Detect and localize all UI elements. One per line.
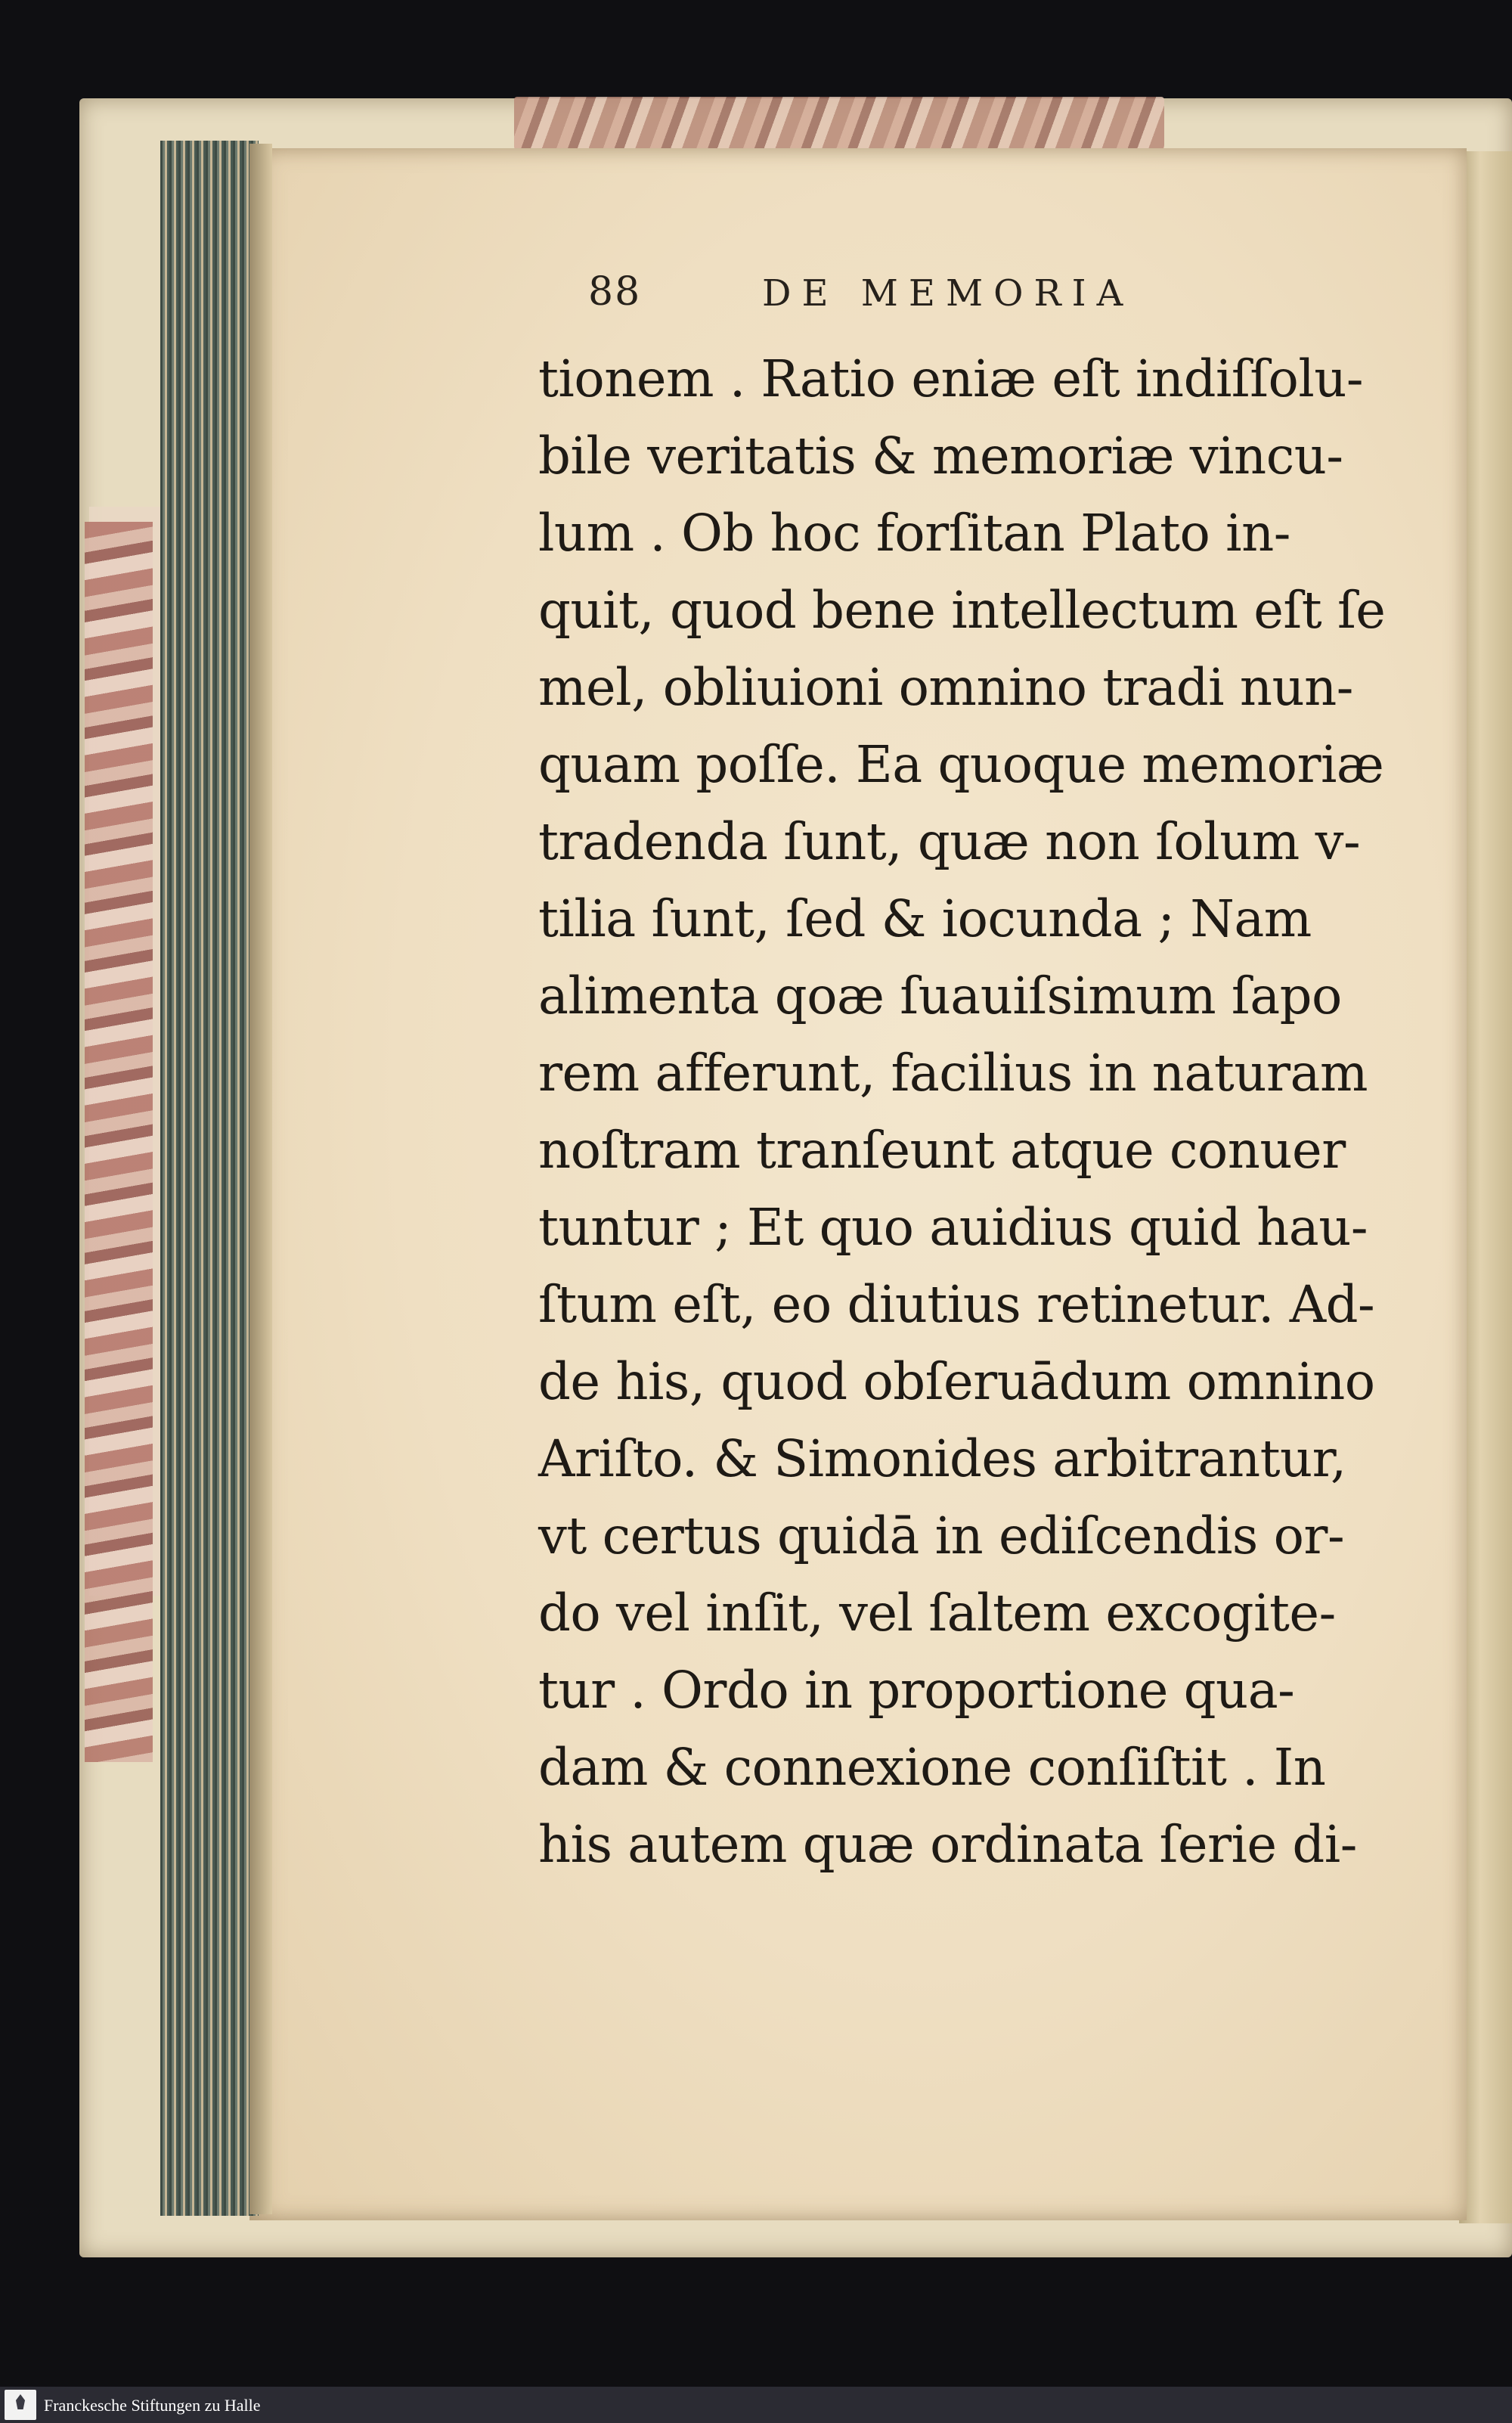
text-line: bile veritatis & memoriæ vincu-	[538, 427, 1343, 486]
running-title: DE MEMORIA	[762, 272, 1134, 315]
text-line: alimenta qoæ ſuauiſsimum ſapo	[538, 966, 1342, 1025]
footer-bar	[0, 2387, 1512, 2423]
text-line: lum . Ob hoc forſitan Plato in-	[538, 504, 1290, 563]
text-line: tuntur ; Et quo auidius quid hau-	[538, 1198, 1368, 1257]
text-line: mel, obliuioni omnino tradi nun-	[538, 658, 1353, 717]
marbled-endpaper-left	[85, 522, 153, 1762]
text-line: do vel inſit, vel ſaltem excogite-	[538, 1584, 1336, 1643]
text-line: de his, quod obſeruādum omnino	[538, 1352, 1375, 1411]
marbled-endpaper-top	[514, 97, 1164, 150]
running-head	[588, 269, 1269, 327]
page-number: 88	[588, 269, 642, 315]
text-line: noſtram tranſeunt atque conuer	[538, 1121, 1346, 1180]
text-line: dam & connexione conſiſtit . In	[538, 1738, 1326, 1797]
text-line: quam poſſe. Ea quoque memoriæ	[538, 735, 1384, 794]
text-line: tur . Ordo in proportione qua-	[538, 1661, 1295, 1720]
text-line: his autem quæ ordinata ſerie di-	[538, 1815, 1357, 1874]
text-line: Ariſto. & Simonides arbitrantur,	[538, 1429, 1346, 1488]
facing-page-edge	[1459, 151, 1512, 2223]
text-line: rem afferunt, facilius in naturam	[538, 1044, 1368, 1103]
page-stack-edges	[160, 141, 259, 2216]
text-line: tionem . Ratio eniæ eſt indiſſolu-	[538, 349, 1364, 408]
franckesche-stiftungen-logo-icon	[5, 2390, 36, 2420]
text-line: tradenda ſunt, quæ non ſolum v-	[538, 812, 1361, 871]
text-line: quit, quod bene intellectum eſt ſe	[538, 581, 1386, 640]
text-line: tilia ſunt, ſed & iocunda ; Nam	[538, 889, 1312, 948]
text-line: vt certus quidā in ediſcendis or-	[538, 1506, 1345, 1565]
text-block	[538, 340, 1386, 1883]
page-gutter	[249, 144, 272, 2214]
footer-institution: Franckesche Stiftungen zu Halle	[44, 2396, 261, 2415]
text-line: ſtum eſt, eo diutius retinetur. Ad-	[538, 1275, 1375, 1334]
